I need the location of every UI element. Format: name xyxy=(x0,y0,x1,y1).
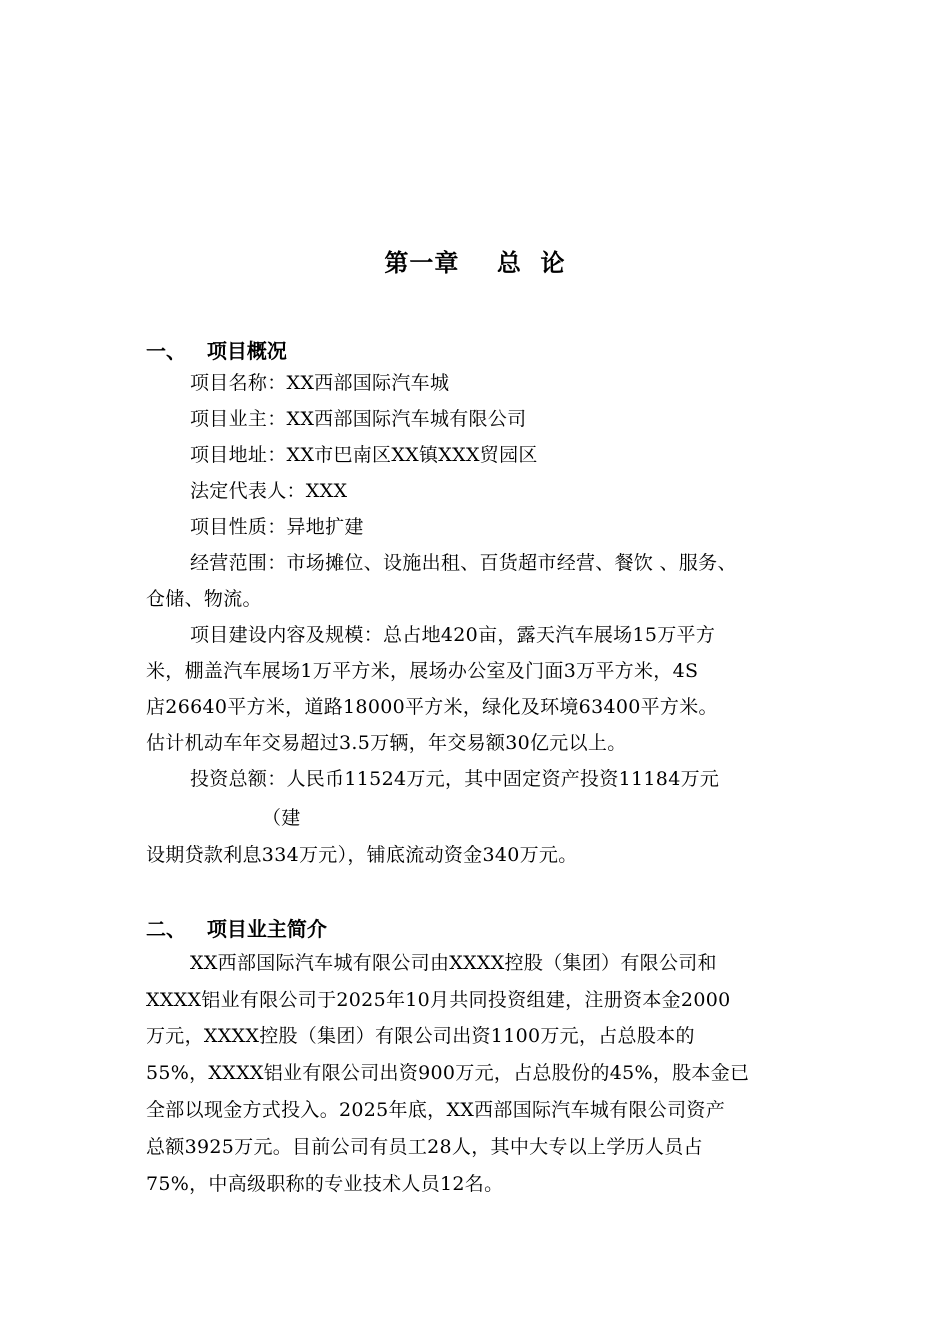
trade-estimate-line: 估计机动车年交易超过3.5万辆，年交易额30亿元以上。 xyxy=(146,732,627,754)
business-scope-continued-line: 仓储、物流。 xyxy=(146,588,262,610)
chapter-title: 第一章 总 论 xyxy=(384,249,566,277)
owner-profile-line: 55%，XXXX铝业有限公司出资900万元，占总股份的45%，股本金已 xyxy=(146,1062,750,1084)
construction-scale-line: 米，棚盖汽车展场1万平方米，展场办公室及门面3万平方米，4S xyxy=(146,660,699,682)
section-heading-project-overview: 一、 项目概况 xyxy=(146,339,287,363)
owner-profile-line: 总额3925万元。目前公司有员工28人，其中大专以上学历人员占 xyxy=(146,1136,703,1158)
total-investment-wrap-line: （建 xyxy=(262,807,301,829)
owner-profile-line: 万元，XXXX控股（集团）有限公司出资1100万元，占总股本的 xyxy=(146,1025,695,1047)
total-investment-line: 投资总额：人民币11524万元，其中固定资产投资11184万元 xyxy=(190,768,720,790)
owner-profile-line: XXXX铝业有限公司于2025年10月共同投资组建，注册资本金2000 xyxy=(146,989,731,1011)
business-scope-line: 经营范围：市场摊位、设施出租、百货超市经营、餐饮 、服务、 xyxy=(190,552,737,574)
legal-representative-line: 法定代表人：XXX xyxy=(190,480,348,502)
project-owner-line: 项目业主：XX西部国际汽车城有限公司 xyxy=(190,408,527,430)
owner-profile-line: XX西部国际汽车城有限公司由XXXX控股（集团）有限公司和 xyxy=(190,952,717,974)
construction-scale-line: 店26640平方米，道路18000平方米，绿化及环境63400平方米。 xyxy=(146,696,718,718)
construction-scale-line: 项目建设内容及规模：总占地420亩，露天汽车展场15万平方 xyxy=(190,624,716,646)
project-address-line: 项目地址：XX市巴南区XX镇XXX贸园区 xyxy=(190,444,538,466)
project-name-line: 项目名称：XX西部国际汽车城 xyxy=(190,372,450,394)
owner-profile-line: 全部以现金方式投入。2025年底，XX西部国际汽车城有限公司资产 xyxy=(146,1099,726,1121)
owner-profile-line: 75%，中高级职称的专业技术人员12名。 xyxy=(146,1173,504,1195)
total-investment-continued-line: 设期贷款利息334万元），铺底流动资金340万元。 xyxy=(146,844,578,866)
section-heading-owner-profile: 二、 项目业主简介 xyxy=(146,917,327,941)
project-nature-line: 项目性质：异地扩建 xyxy=(190,516,364,538)
